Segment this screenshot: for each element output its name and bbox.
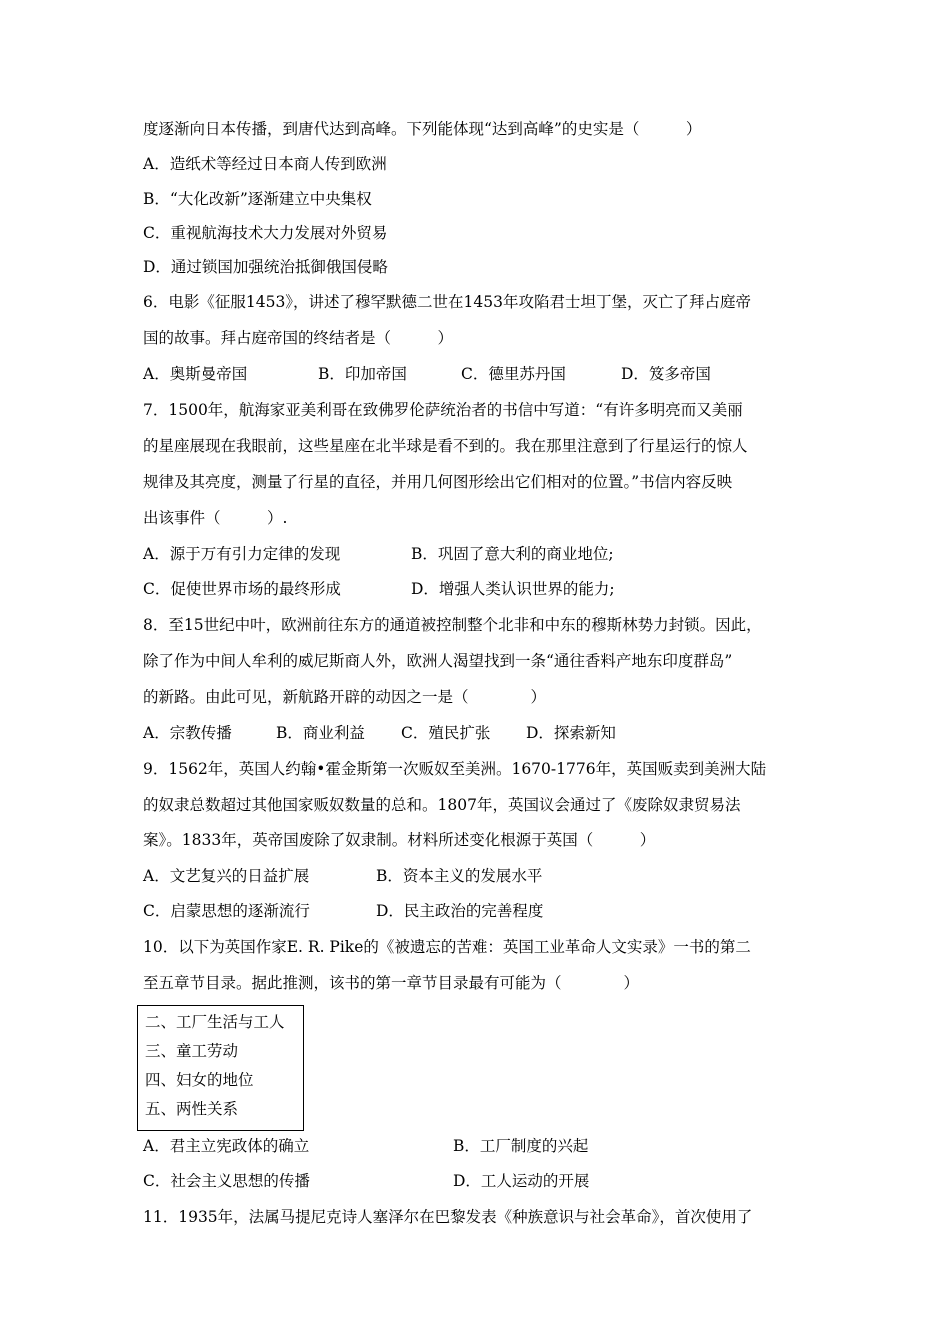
q5-stem-continuation: 度逐渐向日本传播，到唐代达到高峰。下列能体现“达到高峰”的史实是（ ） — [143, 120, 702, 138]
q10-option-a: A．君主立宪政体的确立 — [143, 1137, 310, 1155]
q8-stem-line3: 的新路。由此可见，新航路开辟的动因之一是（ ） — [143, 688, 547, 706]
q9-stem-line1: 9．1562年，英国人约翰•霍金斯第一次贩奴至美洲。1670-1776年，英国贩卖到美洲大陆 — [143, 760, 767, 778]
q7-option-b: B．巩固了意大利的商业地位; — [411, 545, 614, 563]
q8-option-b: B．商业利益 — [276, 724, 365, 742]
q6-option-a: A．奥斯曼帝国 — [143, 365, 248, 383]
q7-stem-line3: 规律及其亮度，测量了行星的直径，并用几何图形绘出它们相对的位置。”书信内容反映 — [143, 473, 733, 491]
q5-option-b: B．“大化改新”逐渐建立中央集权 — [143, 190, 372, 208]
q8-option-c: C．殖民扩张 — [401, 724, 491, 742]
q9-stem-line3: 案》。1833年，英帝国废除了奴隶制。材料所述变化根源于英国（ ） — [143, 831, 656, 849]
q10-option-c: C．社会主义思想的传播 — [143, 1172, 310, 1190]
q9-stem-line2: 的奴隶总数超过其他国家贩奴数量的总和。1807年，英国议会通过了《废除奴隶贸易法 — [143, 796, 741, 814]
q5-option-a: A．造纸术等经过日本商人传到欧洲 — [143, 155, 387, 173]
q7-stem-line4: 出该事件（ ）. — [143, 509, 288, 527]
q7-stem-line2: 的星座展现在我眼前，这些星座在北半球是看不到的。我在那里注意到了行星运行的惊人 — [143, 437, 748, 455]
q6-option-b: B．印加帝国 — [318, 365, 407, 383]
q6-stem-line1: 6．电影《征服1453》，讲述了穆罕默德二世在1453年攻陷君士坦丁堡，灭亡了拜占庭帝 — [143, 293, 752, 311]
q8-stem-line1: 8．至15世纪中叶，欧洲前往东方的通道被控制整个北非和中东的穆斯林势力封锁。因此， — [143, 616, 762, 634]
q6-option-c: C．德里苏丹国 — [461, 365, 566, 383]
q10-option-b: B．工厂制度的兴起 — [453, 1137, 589, 1155]
q10-stem-line2: 至五章节目录。据此推测，该书的第一章节目录最有可能为（ ） — [143, 974, 640, 992]
toc-item: 二、工厂生活与工人 — [145, 1013, 285, 1031]
q6-option-d: D．笈多帝国 — [621, 365, 711, 383]
q9-option-a: A．文艺复兴的日益扩展 — [143, 867, 310, 885]
q7-option-c: C．促使世界市场的最终形成 — [143, 580, 341, 598]
toc-box — [137, 1005, 304, 1131]
q7-option-a: A．源于万有引力定律的发现 — [143, 545, 341, 563]
q7-option-d: D．增强人类认识世界的能力; — [411, 580, 615, 598]
q10-stem-line1: 10．以下为英国作家E. R. Pike的《被遗忘的苦难：英国工业革命人文实录》一书的第二 — [143, 938, 751, 956]
q9-option-d: D．民主政治的完善程度 — [376, 902, 544, 920]
q6-stem-line2: 国的故事。拜占庭帝国的终结者是（ ） — [143, 329, 454, 347]
toc-item: 三、童工劳动 — [145, 1042, 239, 1060]
q11-stem-line1: 11．1935年，法属马提尼克诗人塞泽尔在巴黎发表《种族意识与社会革命》，首次使用了 — [143, 1208, 753, 1226]
q7-stem-line1: 7．1500年，航海家亚美利哥在致佛罗伦萨统治者的书信中写道：“有许多明亮而又美丽 — [143, 401, 743, 419]
q8-option-d: D．探索新知 — [526, 724, 616, 742]
q5-option-c: C．重视航海技术大力发展对外贸易 — [143, 224, 388, 242]
toc-item: 五、两性关系 — [145, 1100, 239, 1118]
q8-option-a: A．宗教传播 — [143, 724, 232, 742]
q5-option-d: D．通过锁国加强统治抵御俄国侵略 — [143, 258, 388, 276]
q10-option-d: D．工人运动的开展 — [453, 1172, 590, 1190]
q8-stem-line2: 除了作为中间人牟利的威尼斯商人外，欧洲人渴望找到一条“通往香料产地东印度群岛” — [143, 652, 733, 670]
q9-option-b: B．资本主义的发展水平 — [376, 867, 543, 885]
toc-item: 四、妇女的地位 — [145, 1071, 254, 1089]
q9-option-c: C．启蒙思想的逐渐流行 — [143, 902, 310, 920]
